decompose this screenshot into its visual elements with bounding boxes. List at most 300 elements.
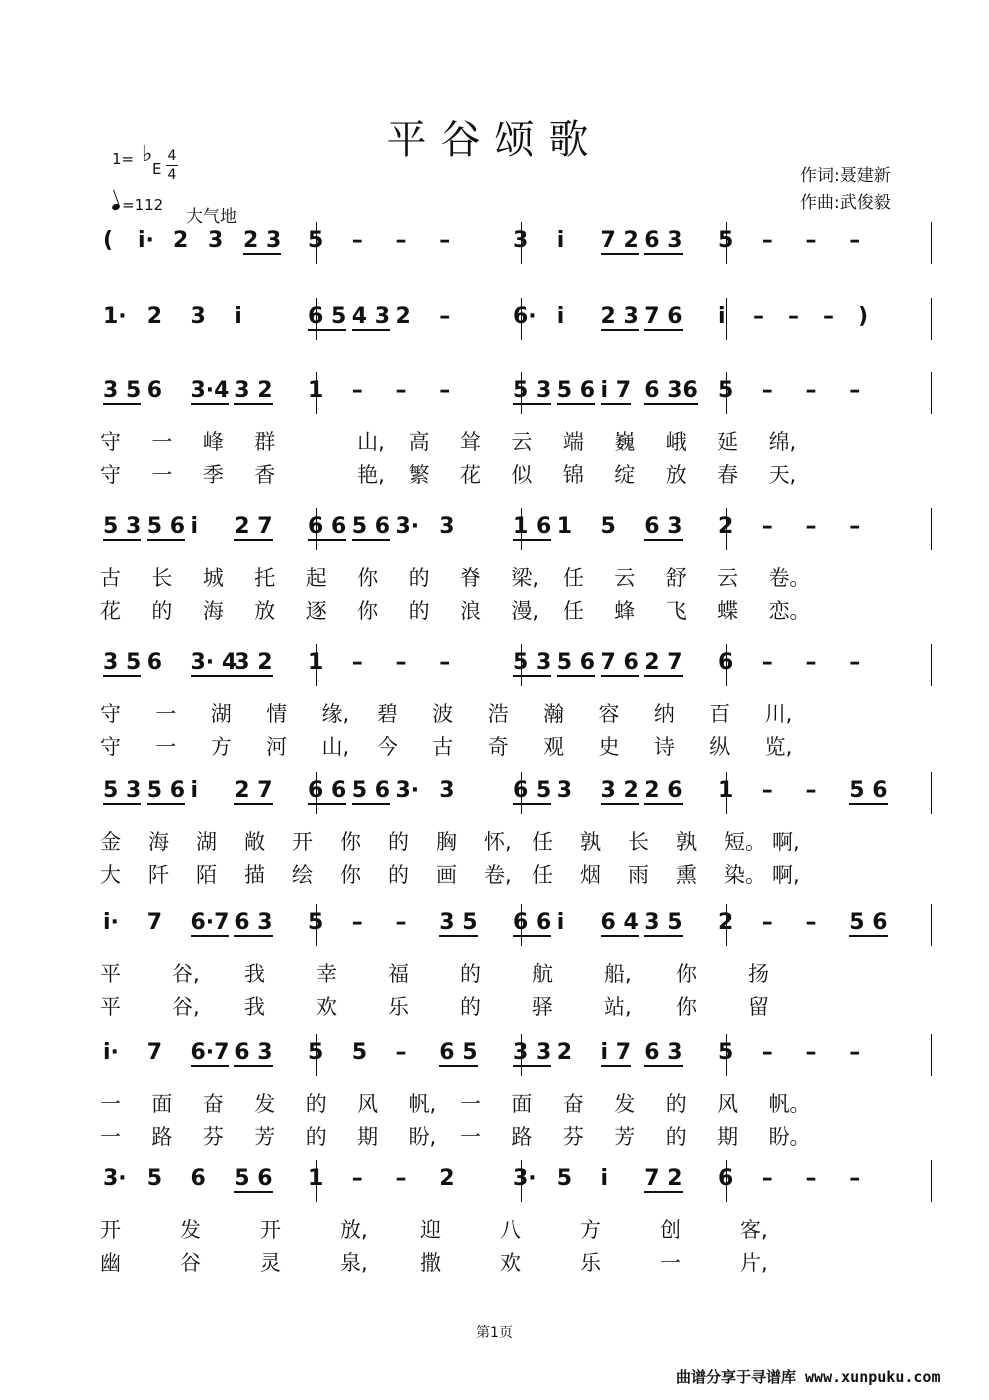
note: 6 3 bbox=[644, 228, 683, 253]
note: 3 bbox=[556, 778, 573, 803]
lyric-char: 山, bbox=[357, 430, 385, 454]
lyric-char: 群 bbox=[254, 430, 276, 454]
lyric-char: 诗 bbox=[653, 735, 675, 759]
note: – bbox=[805, 1040, 817, 1065]
lyric-char: 面 bbox=[151, 1092, 173, 1116]
lyric-char: 长 bbox=[628, 830, 649, 854]
lyric-char: 任 bbox=[562, 566, 584, 590]
lyric-char: 花 bbox=[460, 463, 481, 487]
lyric-char: 孰 bbox=[676, 830, 697, 854]
system-7 bbox=[95, 904, 925, 1034]
note: i bbox=[600, 1166, 609, 1191]
lyric-char: 海 bbox=[202, 599, 224, 623]
lyrics-verse-2 bbox=[95, 459, 925, 487]
note: – bbox=[849, 1040, 861, 1065]
lyric-char: 怀, bbox=[484, 830, 512, 854]
lyric-char: 盼, bbox=[408, 1125, 437, 1149]
note: – bbox=[395, 378, 407, 403]
lyric-char: 湖 bbox=[196, 830, 217, 854]
lyric-char: 览, bbox=[764, 735, 793, 759]
lyric-char: 站, bbox=[604, 995, 632, 1019]
note: – bbox=[849, 514, 861, 539]
lyric-char: 泉, bbox=[340, 1251, 368, 1275]
lyric-char: 飞 bbox=[665, 599, 687, 623]
lyric-char: 情 bbox=[266, 702, 288, 726]
system-3 bbox=[95, 372, 925, 502]
lyric-char: 发 bbox=[254, 1092, 276, 1116]
note: 5 6 bbox=[556, 650, 596, 675]
lyric-char: 的 bbox=[408, 599, 430, 623]
lyric-char: 放, bbox=[340, 1218, 368, 1242]
system-5 bbox=[95, 644, 925, 774]
lyric-char: 的 bbox=[460, 995, 481, 1019]
lyric-char: 平 bbox=[100, 995, 121, 1019]
lyrics-verse-1 bbox=[95, 562, 925, 590]
note: 6·7 bbox=[190, 910, 230, 935]
note: 5 bbox=[718, 378, 734, 403]
lyric-char: 我 bbox=[244, 995, 265, 1019]
lyric-char: 一 bbox=[460, 1092, 481, 1116]
system-2 bbox=[95, 298, 925, 348]
note: 5 6 bbox=[849, 910, 888, 935]
lyric-char: 波 bbox=[432, 702, 454, 726]
lyric-char: 长 bbox=[151, 566, 173, 590]
note: i bbox=[718, 304, 726, 329]
lyric-char: 山, bbox=[321, 735, 350, 759]
note: 6 3 bbox=[234, 910, 273, 935]
note: – bbox=[761, 1040, 773, 1065]
lyric-char: 起 bbox=[305, 566, 327, 590]
lyrics-verse-1 bbox=[95, 826, 925, 854]
note: 5 6 bbox=[351, 514, 391, 539]
note: – bbox=[761, 228, 773, 253]
note: – bbox=[439, 304, 451, 329]
lyrics-verse-1 bbox=[95, 1088, 925, 1116]
system-4 bbox=[95, 508, 925, 638]
lyric-char: 你 bbox=[357, 599, 379, 623]
lyric-char: 绘 bbox=[292, 863, 313, 887]
note: – bbox=[805, 514, 817, 539]
lyric-char: 的 bbox=[388, 830, 409, 854]
expression-marking: 大气地 bbox=[186, 207, 237, 227]
lyric-char: 的 bbox=[408, 566, 430, 590]
lyric-char: 奇 bbox=[487, 735, 509, 759]
lyrics-verse-2 bbox=[95, 595, 925, 623]
note: 5 3 bbox=[103, 778, 142, 803]
lyric-char: 迎 bbox=[420, 1218, 441, 1242]
lyric-char: 浪 bbox=[460, 599, 481, 623]
lyric-char: 短。 bbox=[724, 830, 766, 854]
lyric-char: 方 bbox=[580, 1218, 601, 1242]
lyric-char: 胸 bbox=[436, 830, 457, 854]
note: – bbox=[849, 650, 861, 675]
lyric-char: 描 bbox=[244, 863, 265, 887]
note: 3 2 bbox=[234, 650, 273, 675]
lyric-char: 守 bbox=[100, 702, 121, 726]
flat-icon: ♭ bbox=[142, 142, 153, 167]
lyric-char: 留 bbox=[748, 995, 769, 1019]
note: – bbox=[395, 650, 407, 675]
time-top: 4 bbox=[167, 148, 177, 164]
system-8 bbox=[95, 1034, 925, 1164]
lyric-char: 扬 bbox=[748, 962, 769, 986]
lyric-char: 逐 bbox=[305, 599, 327, 623]
note: 5 bbox=[556, 1166, 573, 1191]
note: – bbox=[351, 650, 363, 675]
lyric-char: 百 bbox=[709, 702, 731, 726]
note: 3· bbox=[395, 514, 420, 539]
lyric-char: 春 bbox=[717, 463, 739, 487]
lyric-char: 湖 bbox=[210, 702, 232, 726]
lyric-char: 史 bbox=[598, 735, 620, 759]
lyric-char: 梁, bbox=[511, 566, 540, 590]
note: – bbox=[849, 378, 861, 403]
lyric-char: 谷, bbox=[172, 995, 200, 1019]
composer: 作曲:武俊毅 bbox=[800, 193, 891, 213]
note: 2 6 bbox=[644, 778, 683, 803]
note: 6 bbox=[146, 650, 163, 675]
lyric-char: 天, bbox=[768, 463, 797, 487]
lyric-char: 川, bbox=[764, 702, 793, 726]
lyric-char: 容 bbox=[598, 702, 620, 726]
lyric-char: 你 bbox=[357, 566, 379, 590]
note: 6 6 bbox=[513, 910, 552, 935]
lyric-char: 风 bbox=[357, 1092, 379, 1116]
lyric-char: 脊 bbox=[460, 566, 481, 590]
barline bbox=[931, 904, 932, 946]
lyric-char: 似 bbox=[511, 463, 533, 487]
note: 6 3 bbox=[644, 1040, 683, 1065]
lyric-char: 福 bbox=[388, 962, 409, 986]
lyric-char: 的 bbox=[305, 1092, 327, 1116]
note: 6·7 bbox=[190, 1040, 230, 1065]
note: – bbox=[439, 378, 451, 403]
note: – bbox=[805, 650, 817, 675]
lyric-char: 任 bbox=[562, 599, 584, 623]
note: – bbox=[395, 1166, 407, 1191]
lyric-char: 古 bbox=[100, 566, 121, 590]
lyric-char: 海 bbox=[148, 830, 169, 854]
note: – bbox=[788, 304, 799, 329]
note: – bbox=[351, 1166, 363, 1191]
note: 3 5 bbox=[644, 910, 683, 935]
note: 5 bbox=[308, 910, 324, 935]
lyric-char: 香 bbox=[254, 463, 276, 487]
note: 3· bbox=[395, 778, 420, 803]
note: 4 3 bbox=[351, 304, 391, 329]
note: 3 5 bbox=[439, 910, 478, 935]
lyric-char: 季 bbox=[202, 463, 224, 487]
lyric-char: 观 bbox=[543, 735, 565, 759]
lyric-char: 风 bbox=[717, 1092, 739, 1116]
lyric-char: 繁 bbox=[408, 463, 430, 487]
note: i bbox=[190, 514, 199, 539]
note: 1 bbox=[718, 778, 734, 803]
lyric-char: 古 bbox=[432, 735, 454, 759]
lyric-char: 云 bbox=[614, 566, 636, 590]
note: 1 bbox=[308, 650, 324, 675]
lyric-char: 放 bbox=[254, 599, 276, 623]
note: – bbox=[395, 910, 407, 935]
note: 5 6 bbox=[146, 778, 186, 803]
lyric-char: 今 bbox=[376, 735, 398, 759]
note: – bbox=[761, 1166, 773, 1191]
lyric-char: 耸 bbox=[460, 430, 481, 454]
note: – bbox=[805, 778, 817, 803]
notation-line bbox=[95, 904, 925, 950]
lyric-char: 的 bbox=[388, 863, 409, 887]
note: 3 5 bbox=[103, 378, 142, 403]
lyric-char: 巍 bbox=[614, 430, 636, 454]
lyric-char: 阡 bbox=[148, 863, 169, 887]
lyric-char: 端 bbox=[562, 430, 584, 454]
lyric-char: 芳 bbox=[614, 1125, 636, 1149]
lyric-char: 发 bbox=[180, 1218, 201, 1242]
lyric-char: 金 bbox=[100, 830, 121, 854]
lyric-char: 创 bbox=[660, 1218, 681, 1242]
notation-line bbox=[95, 298, 925, 344]
notation-line bbox=[95, 644, 925, 690]
lyric-char: 乐 bbox=[580, 1251, 601, 1275]
lyric-char: 平 bbox=[100, 962, 121, 986]
note: 3 2 bbox=[600, 778, 639, 803]
lyric-char: 浩 bbox=[487, 702, 509, 726]
lyric-char: 纳 bbox=[653, 702, 675, 726]
lyrics-verse-1 bbox=[95, 958, 925, 986]
note: 2 bbox=[439, 1166, 455, 1191]
tempo-marking bbox=[112, 196, 163, 214]
note: 5 3 bbox=[513, 378, 552, 403]
key-signature bbox=[112, 142, 177, 183]
note: 5 6 bbox=[351, 778, 391, 803]
note: 5 6 bbox=[146, 514, 186, 539]
lyric-char: 一 bbox=[100, 1092, 121, 1116]
lyric-char: 瀚 bbox=[543, 702, 565, 726]
note: – bbox=[805, 1166, 817, 1191]
lyric-char: 奋 bbox=[562, 1092, 584, 1116]
lyric-char: 路 bbox=[511, 1125, 533, 1149]
lyric-char: 啊, bbox=[772, 830, 800, 854]
lyric-char: 盼。 bbox=[768, 1125, 811, 1149]
lyric-char: 幽 bbox=[100, 1251, 121, 1275]
barline bbox=[931, 1160, 932, 1202]
system-1 bbox=[95, 222, 925, 272]
note: – bbox=[395, 1040, 407, 1065]
barline bbox=[931, 1034, 932, 1076]
lyric-char: 幸 bbox=[316, 962, 337, 986]
note: 1 6 bbox=[513, 514, 552, 539]
tempo-value: =112 bbox=[122, 196, 164, 214]
lyric-char: 敞 bbox=[244, 830, 265, 854]
lyric-char: 面 bbox=[511, 1092, 533, 1116]
song-title: 平谷颂歌 bbox=[386, 117, 603, 163]
note: i bbox=[234, 304, 242, 329]
note: 6 bbox=[718, 1166, 734, 1191]
lyric-char: 染。 bbox=[724, 863, 766, 887]
lyrics-verse-2 bbox=[95, 1121, 925, 1149]
note: i bbox=[556, 910, 565, 935]
lyric-char: 绽 bbox=[614, 463, 636, 487]
note: i bbox=[190, 778, 199, 803]
lyric-char: 船, bbox=[604, 962, 632, 986]
note: 6 6 bbox=[308, 514, 347, 539]
quarter-note-icon bbox=[111, 203, 121, 211]
note: 6 36 bbox=[644, 378, 698, 403]
lyric-char: 一 bbox=[155, 702, 177, 726]
lyric-char: 方 bbox=[210, 735, 232, 759]
site-credit: 曲谱分享于寻谱库 www.xunpuku.com bbox=[676, 1368, 941, 1386]
time-bottom: 4 bbox=[167, 167, 177, 183]
note: 3· 4 bbox=[190, 650, 238, 675]
notation-line bbox=[95, 222, 925, 268]
note: i· bbox=[103, 1040, 119, 1065]
lyrics-verse-2 bbox=[95, 1247, 925, 1275]
lyric-char: 期 bbox=[357, 1125, 379, 1149]
note: i· bbox=[103, 910, 119, 935]
lyric-char: 锦 bbox=[562, 463, 584, 487]
note: – bbox=[849, 228, 861, 253]
notation-line bbox=[95, 508, 925, 554]
lyric-char: 帆, bbox=[408, 1092, 437, 1116]
system-6 bbox=[95, 772, 925, 902]
lyric-char: 守 bbox=[100, 463, 121, 487]
lyric-char: 你 bbox=[340, 863, 361, 887]
lyric-char: 路 bbox=[151, 1125, 173, 1149]
lyric-char: 陌 bbox=[196, 863, 217, 887]
note: 3·4 bbox=[190, 378, 230, 403]
note: – bbox=[395, 228, 407, 253]
lyric-char: 你 bbox=[676, 962, 697, 986]
lyric-char: 花 bbox=[100, 599, 121, 623]
lyric-char: 开 bbox=[100, 1218, 121, 1242]
note: 6 5 bbox=[513, 778, 552, 803]
note: 6 3 bbox=[644, 514, 683, 539]
lyric-char: 客, bbox=[740, 1218, 768, 1242]
barline bbox=[931, 222, 932, 264]
lyric-char: 艳, bbox=[357, 463, 385, 487]
lyric-char: 一 bbox=[100, 1125, 121, 1149]
barline bbox=[931, 372, 932, 414]
lyric-char: 托 bbox=[254, 566, 276, 590]
lyric-char: 一 bbox=[151, 430, 173, 454]
barline bbox=[726, 298, 727, 340]
note: 2 7 bbox=[234, 514, 273, 539]
note: – bbox=[351, 378, 363, 403]
lyric-char: 芳 bbox=[254, 1125, 276, 1149]
lyric-char: 期 bbox=[717, 1125, 739, 1149]
note: 1· bbox=[103, 304, 127, 329]
lyric-char: 熏 bbox=[676, 863, 697, 887]
lyric-char: 欢 bbox=[316, 995, 337, 1019]
lyric-char: 峨 bbox=[665, 430, 687, 454]
note: 2 3 bbox=[243, 228, 282, 253]
note: 5 6 bbox=[556, 378, 596, 403]
lyrics-verse-2 bbox=[95, 859, 925, 887]
lyric-char: 的 bbox=[665, 1092, 687, 1116]
lyric-char: 高 bbox=[408, 430, 430, 454]
lyric-char: 云 bbox=[717, 566, 739, 590]
note: 6 5 bbox=[439, 1040, 478, 1065]
lyric-char: 谷, bbox=[172, 962, 200, 986]
note: 1 bbox=[308, 378, 324, 403]
lyric-char: 一 bbox=[151, 463, 173, 487]
lyric-char: 城 bbox=[202, 566, 224, 590]
note: ) bbox=[858, 304, 869, 329]
lyric-char: 芬 bbox=[202, 1125, 224, 1149]
lyric-char: 河 bbox=[266, 735, 288, 759]
lyrics-verse-2 bbox=[95, 991, 925, 1019]
note: 6 6 bbox=[308, 778, 347, 803]
lyrics-verse-1 bbox=[95, 426, 925, 454]
lyric-char: 谷 bbox=[180, 1251, 201, 1275]
lyric-char: 啊, bbox=[772, 863, 800, 887]
lyric-char: 云 bbox=[511, 430, 533, 454]
note: 3· bbox=[103, 1166, 127, 1191]
lyric-char: 峰 bbox=[202, 430, 224, 454]
lyric-char: 的 bbox=[460, 962, 481, 986]
lyric-char: 卷。 bbox=[768, 566, 811, 590]
lyric-char: 我 bbox=[244, 962, 265, 986]
note: 3 bbox=[190, 304, 206, 329]
note: – bbox=[761, 910, 773, 935]
lyric-char: 的 bbox=[305, 1125, 327, 1149]
lyric-char: 漫, bbox=[511, 599, 540, 623]
note: – bbox=[805, 910, 817, 935]
lyric-char: 驿 bbox=[532, 995, 553, 1019]
lyric-char: 延 bbox=[717, 430, 739, 454]
lyric-char: 的 bbox=[665, 1125, 687, 1149]
note: 6 bbox=[146, 378, 163, 403]
note: 7 2 bbox=[644, 1166, 683, 1191]
note: 6· bbox=[513, 304, 537, 329]
note: – bbox=[805, 228, 817, 253]
lyric-char: 大 bbox=[100, 863, 121, 887]
note: 2 bbox=[173, 228, 189, 253]
note: 3 bbox=[439, 514, 455, 539]
lyric-char: 撒 bbox=[420, 1251, 441, 1275]
lyrics-verse-1 bbox=[95, 698, 925, 726]
note: 5 3 bbox=[103, 514, 142, 539]
lyric-char: 片, bbox=[740, 1251, 768, 1275]
note: – bbox=[439, 650, 451, 675]
lyric-char: 绵, bbox=[768, 430, 797, 454]
note: 5 bbox=[718, 228, 734, 253]
lyrics-verse-1 bbox=[95, 1214, 925, 1242]
lyric-char: 欢 bbox=[500, 1251, 521, 1275]
note: – bbox=[849, 1166, 861, 1191]
lyric-char: 缘, bbox=[321, 702, 350, 726]
time-signature bbox=[166, 148, 178, 183]
lyric-char: 八 bbox=[500, 1218, 521, 1242]
note: – bbox=[761, 778, 773, 803]
note: 3 bbox=[439, 778, 455, 803]
lyric-char: 纵 bbox=[709, 735, 731, 759]
note: 3 bbox=[513, 228, 529, 253]
lyric-char: 放 bbox=[665, 463, 687, 487]
note: 5 6 bbox=[234, 1166, 273, 1191]
notation-line bbox=[95, 772, 925, 818]
lyric-char: 你 bbox=[340, 830, 361, 854]
note: – bbox=[761, 514, 773, 539]
lyric-char: 碧 bbox=[376, 702, 398, 726]
lyric-char: 一 bbox=[660, 1251, 681, 1275]
note: 2 bbox=[718, 514, 734, 539]
lyric-char: 任 bbox=[532, 830, 553, 854]
note: 5 bbox=[308, 228, 324, 253]
note: 7 6 bbox=[600, 650, 639, 675]
note: 1 bbox=[556, 514, 573, 539]
note: i· bbox=[138, 228, 154, 253]
